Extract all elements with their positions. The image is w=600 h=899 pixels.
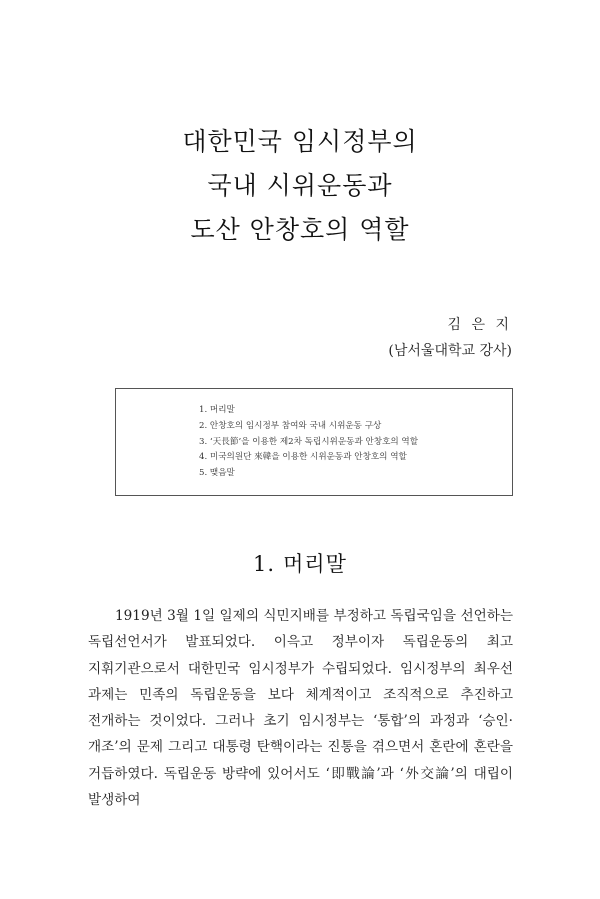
title-line-1: 대한민국 임시정부의 [182,127,418,156]
toc-item: 1. 머리말 [199,405,235,415]
author-affiliation: (남서울대학교 강사) [388,343,512,359]
toc-item: 5. 맺음말 [199,468,235,479]
author-name: 김 은 지 [447,317,512,333]
body-paragraph: 1919년 3월 1일 일제의 식민지배를 부정하고 독립국임을 선언하는 독립선언서가 발표되었다. 이윽고 정부이자 독립운동의 최고 지휘기관으로서 대한민국 임시정부가 수립되었다. 임시정부의 최우선 과제는 민족의 독립운동을 보다 체계적이고 조직적으로 추진하고 전개하는 것이었다. 그러나 초기 임시정부는 ‘통합’의 과정과 ‘승인·개조’의 문제 그리고 대통령 탄핵이라는 진통을 겪으면서 혼란에 혼란을 거듭하였다. 독립운동 방략에 있어서도 ‘即戰論’과 ‘外交論’의 대립이 발생하여 [88,608,513,809]
section-number: 1. [253,552,276,576]
section-heading [0,548,600,578]
title-line-2: 국내 시위운동과 [207,171,393,200]
toc-item: 3. ‘天長節’을 이용한 제2차 독립시위운동과 안창호의 역할 [199,436,419,447]
article-title [0,120,600,252]
table-of-contents [115,388,513,496]
toc-item: 4. 미국의원단 來韓을 이용한 시위운동과 안창호의 역할 [199,452,407,463]
section-title: 머리말 [283,552,347,576]
toc-item: 2. 안창호의 임시정부 참여와 국내 시위운동 구상 [199,420,382,431]
toc-list [199,403,418,482]
title-line-3: 도산 안창호의 역할 [190,215,410,244]
